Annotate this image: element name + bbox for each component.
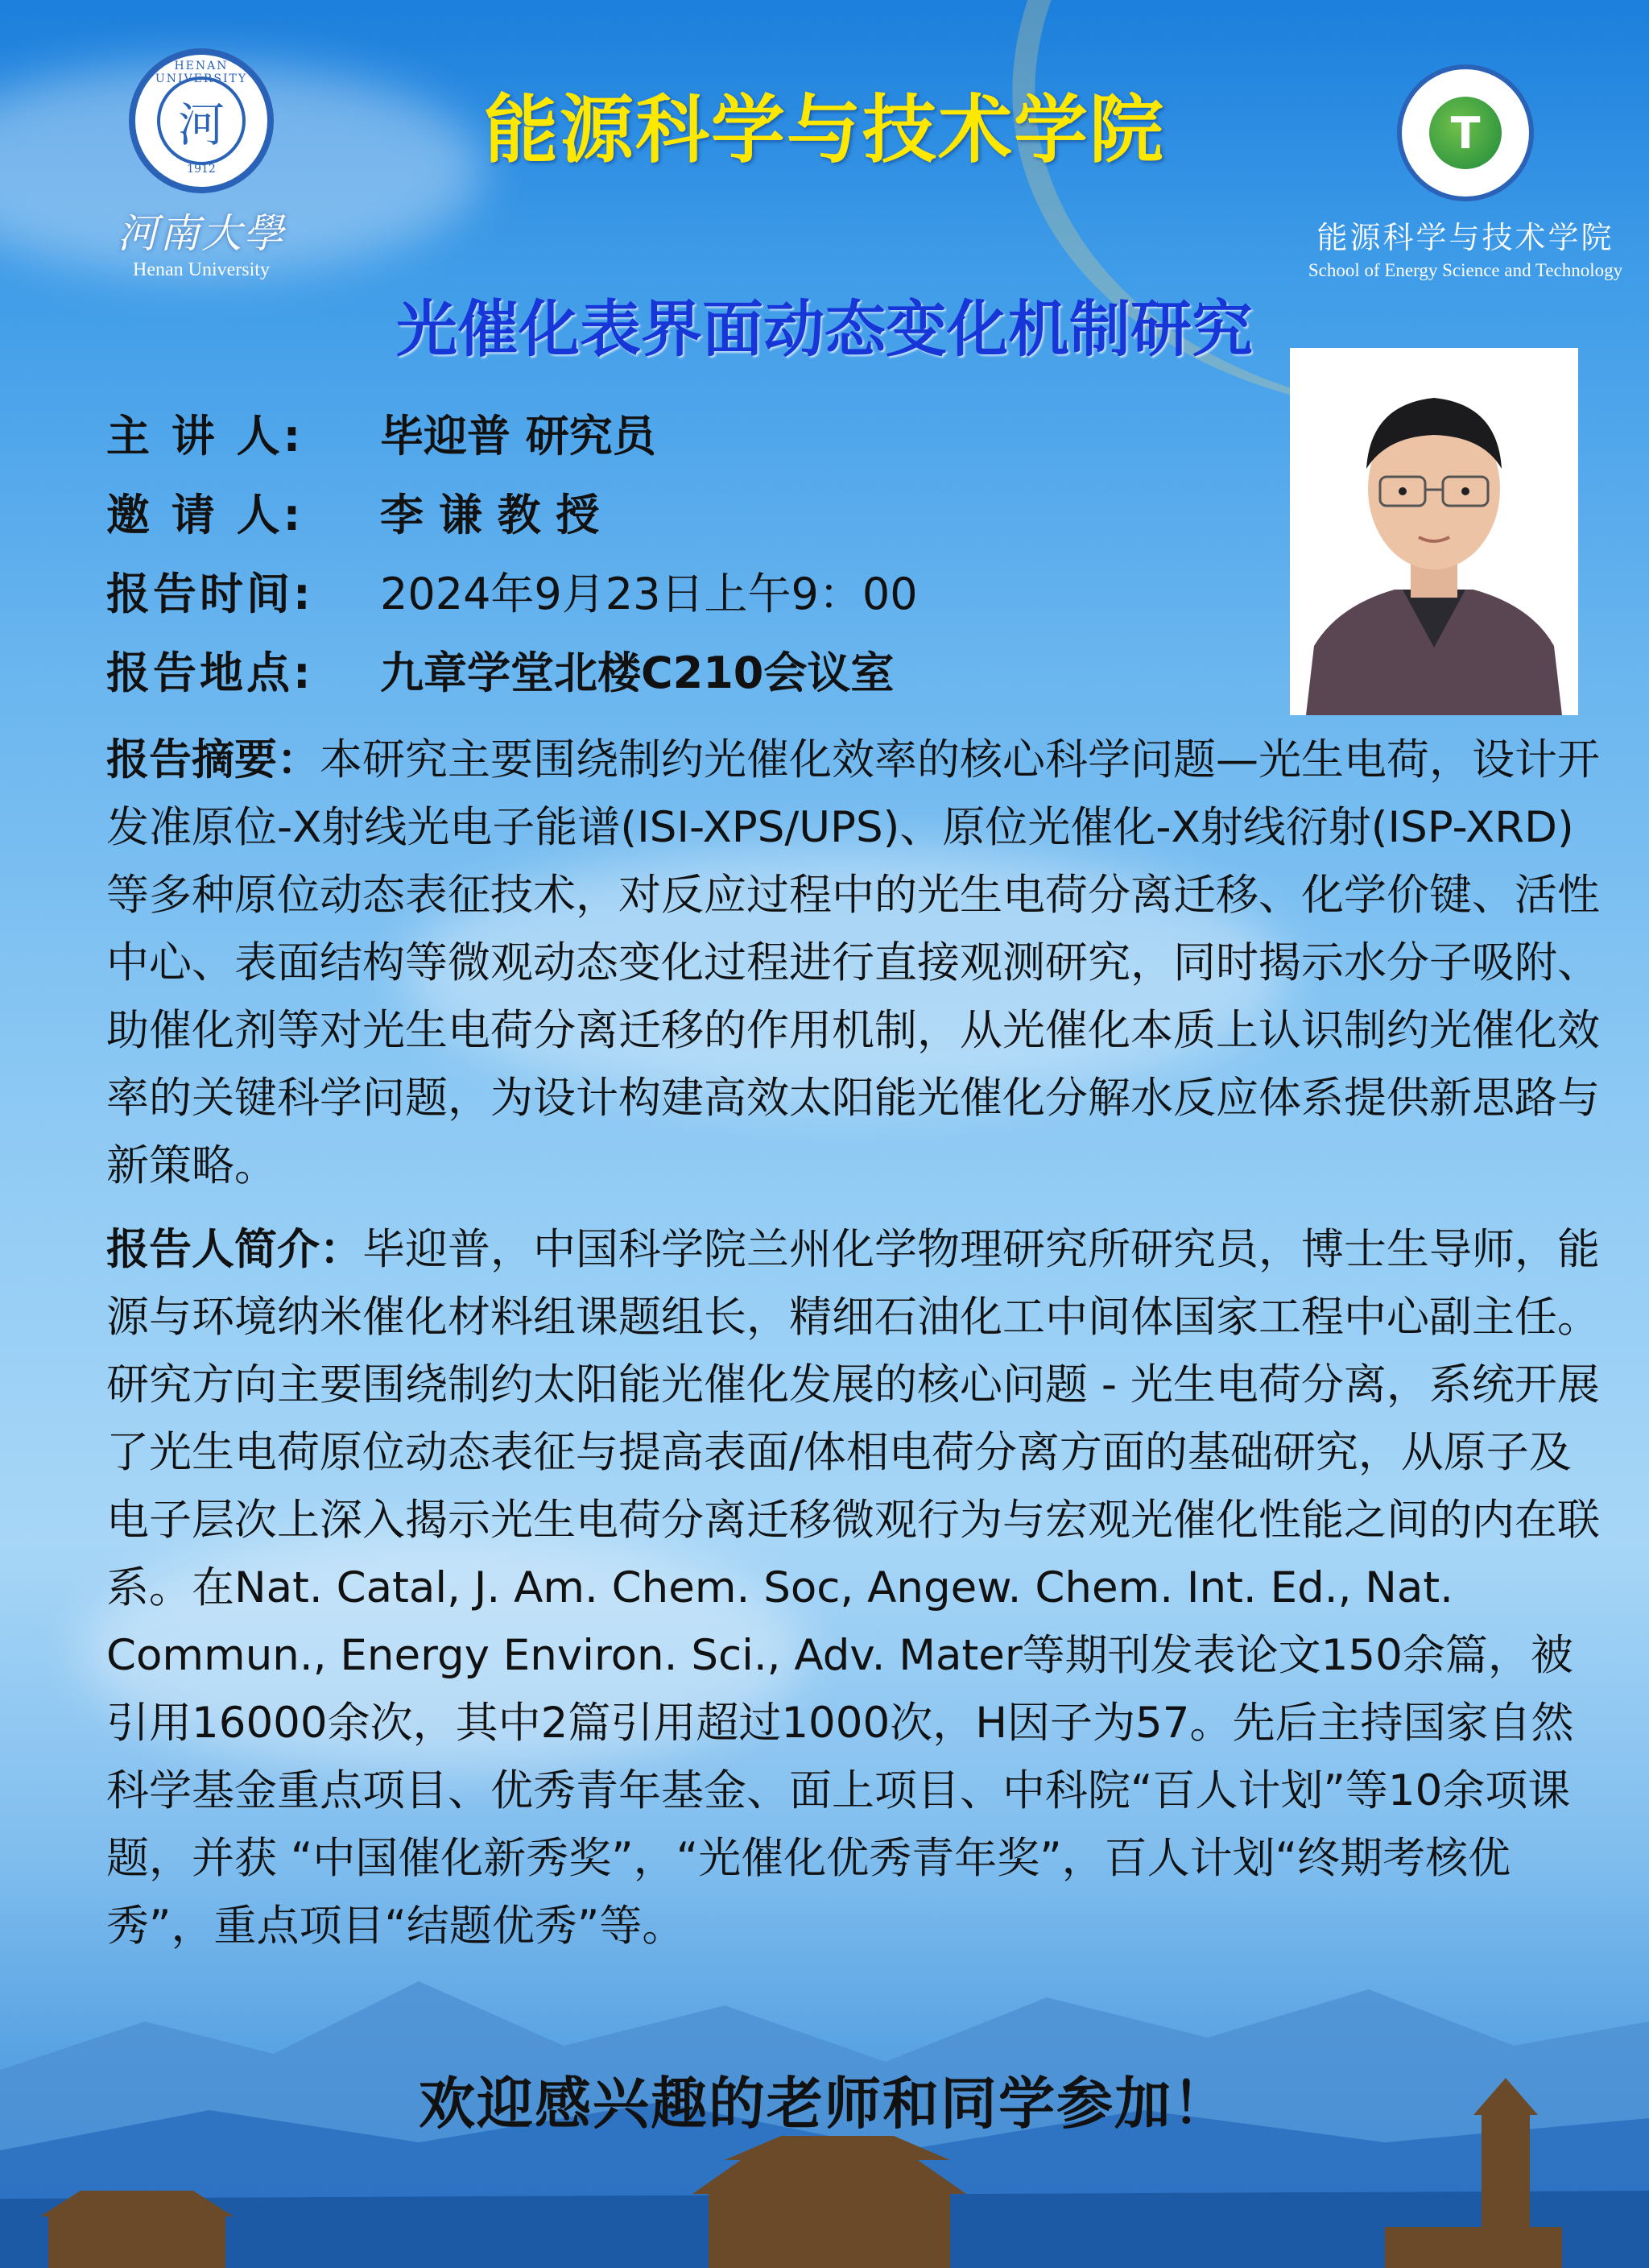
school-name-cn: 能源科学与技术学院: [1316, 220, 1614, 255]
info-row-speaker: [106, 393, 918, 472]
university-name-cn: 河南大學: [118, 210, 285, 257]
school-name-en: School of Energy Science and Technology: [1308, 260, 1623, 280]
bio-paragraph: [106, 1216, 1601, 1960]
speaker-photo: [1290, 348, 1578, 715]
abstract-paragraph: [106, 726, 1601, 1200]
location-value: 九章学堂北楼C210会议室: [380, 647, 895, 698]
info-label: 主 讲 人:: [106, 410, 304, 461]
seal-glyph: 河: [177, 97, 225, 152]
university-name-en: Henan University: [133, 259, 270, 280]
info-label: 邀 请 人:: [106, 489, 304, 540]
info-row-host: [106, 472, 918, 551]
seal-ring-text: HENAN UNIVERSITY: [155, 60, 248, 85]
welcome-message: 欢迎感兴趣的老师和同学参加！: [419, 2071, 1230, 2137]
info-row-location: [106, 630, 918, 709]
talk-title: 光催化表界面动态变化机制研究: [396, 293, 1253, 365]
info-label: 报告地点:: [106, 647, 314, 698]
abstract-text: 本研究主要围绕制约光催化效率的核心科学问题—光生电荷，设计开发准原位-X射线光电子能谱(ISI-XPS/UPS)、原位光催化-X射线衍射(ISP-XRD)等多种原位动态表征技术，对反应过程中的光生电荷分离迁移、化学价键、活性中心、表面结构等微观动态变化过程进行直接观测研究，同时揭示水分子吸附、助催化剂等对光生电荷分离迁移的作用机制，从光催化本质上认识制约光催化效率的关键科学问题，为设计构建高效太阳能光催化分解水反应体系提供新思路与新策略。: [106, 735, 1600, 1190]
school-title: 能源科学与技术学院: [483, 87, 1165, 173]
info-label: 报告时间:: [106, 568, 314, 619]
bio-text: 毕迎普，中国科学院兰州化学物理研究所研究员，博士生导师，能源与环境纳米催化材料组课题组长，精细石油化工中间体国家工程中心副主任。研究方向主要围绕制约太阳能光催化发展的核心问题 - 光生电荷分离，系统开展了光生电荷原位动态表征与提高表面/体相电荷分离方面的基础研究，从原子及电子层次上深入揭示光生电荷分离迁移微观行为与宏观光催化性能之间的内在联系。在Nat. Catal, J. Am. Chem. Soc, Angew. Chem. Int. Ed., Nat. Commun., Energy Environ. Sci., Adv. Mater等期刊发表论文150余篇，被引用16000余次，其中2篇引用超过1000次，H因子为57。先后主持国家自然科学基金重点项目、优秀青年基金、面上项目、中科院“百人计划”等10余项课题，并获 “中国催化新秀奖”，“光催化优秀青年奖”，百人计划“终期考核优秀”，重点项目“结题优秀”等。: [106, 1225, 1600, 1951]
time-value: 2024年9月23日上午9：00: [380, 568, 918, 619]
bio-label: 报告人简介：: [106, 1225, 362, 1274]
badge-glyph: T: [1450, 107, 1481, 159]
speaker-portrait-icon: [1290, 348, 1578, 715]
host-value: 李 谦 教 授: [380, 489, 600, 540]
info-row-time: [106, 551, 918, 630]
seal-year: 1912: [187, 163, 216, 176]
talk-info: [106, 393, 918, 709]
speaker-value: 毕迎普 研究员: [380, 410, 656, 461]
abstract-label: 报告摘要：: [106, 735, 320, 784]
